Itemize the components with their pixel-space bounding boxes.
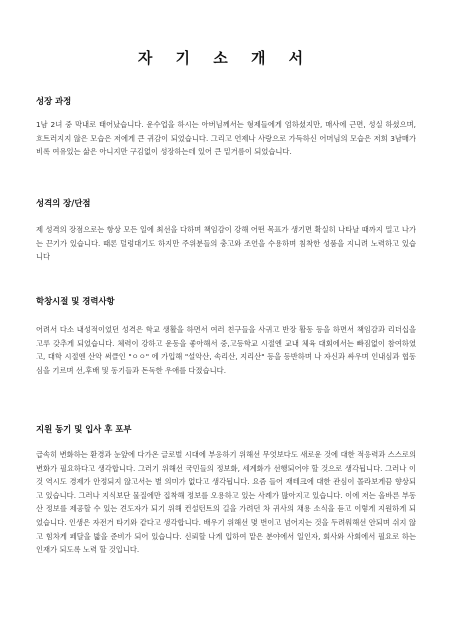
section-heading: 학창시절 및 경력사항 [36, 296, 115, 306]
section-heading: 성장 과정 [36, 96, 72, 106]
section-body: 급속히 변화하는 환경과 눈앞에 다가온 글로벌 시대에 부응하기 위해선 무엇보다도 새로운 것에 대한 적응력과 스스로의 변화가 필요하다고 생각합니다. 그러기 위해선 국민들의 정보화, 세계화가 선행되어야 할 것으로 생각됩니다. 그러나 이것 역시도 경제가 안정되지 않고서는 별 의미가 없다고 생각됩니다. 요즘 들어 재테크에 대한 관심이 몰라보게끔 향상되고 있습니다. 그러나 지식보단 물질에만 집착해 정보를 오용하고 있는 사례가 많아지고 있습니다. 이에 저는 올바른 부동산 정보를 제공할 수 있는 견도자가 되기 위해 컨설턴트의 길을 가려던 차 귀사의 채용 소식을 듣고 이렇게 지원하게 되었습니다. 인생은 자전거 타기와 같다고 생각합니다. 배우기 위해선 몇 번이고 넘어지는 것을 두려워해선 안되며 쉬지 않고 힘차게 페달을 밟을 준비가 되어 있습니다. 신뢰할 나게 입하여 맡은 분야에서 일인자, 회사와 사회에서 필요로 하는 인재가 되도록 노력 할 것입니다. [36, 450, 416, 555]
section-body: 어려서 다소 내성적이었던 성격은 학교 생활을 하면서 여러 친구들을 사귀고 반장 활동 등을 하면서 책임감과 리더십을 고루 갖추게 되었습니다. 체력이 강하고 운동을 좋아해서 중,고등학교 시절엔 교내 체육 대회에서는 빠짐없이 참여하였고, 대학 시절엔 산악 써클인 "ㅇㅇ" 에 가입해 "설악산, 속리산, 지리산" 등을 등반하며 나 자신과 싸우며 인내심과 협동심을 기르며 선,후배 및 동기들과 돈독한 우애를 다졌습니다. [36, 325, 416, 375]
section-personality [36, 198, 416, 264]
section-body: 1남 2녀 중 막내로 태어났습니다. 운수업을 하시는 아버님께서는 형제들에게 엄하셨지만, 매사에 근면, 성실 하셨으며, 흐트러지지 않은 모습은 저에게 큰 귀감이 되었습니다. 그리고 언제나 사랑으로 가득하신 어머님의 모습은 저희 3남매가 비록 여유있는 삶은 아니지만 구김없이 성장하는데 있어 큰 밑거름이 되었습니다. [36, 120, 416, 157]
section-school-career [36, 296, 416, 377]
section-motivation [36, 424, 416, 557]
section-body: 제 성격의 장점으로는 항상 모든 일에 최선을 다하며 책임감이 강해 어떤 목표가 생기면 확실히 나타날 때까지 밀고 나가는 끈기가 있습니다. 때론 덜렁대기도 하지만 주위분들의 충고와 조언을 수용하며 침착한 성품을 지니려 노력하고 있습니다 [36, 225, 416, 262]
section-heading: 지원 동기 및 입사 후 포부 [36, 424, 132, 434]
document-title: 자 기 소 개 서 [137, 49, 313, 67]
section-growth [36, 96, 416, 159]
section-heading: 성격의 장/단점 [36, 198, 91, 208]
